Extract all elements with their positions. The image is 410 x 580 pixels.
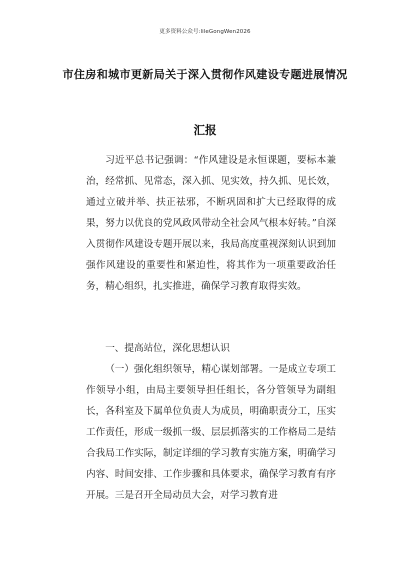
section-heading-block — [86, 338, 336, 359]
section-paragraph-block — [86, 359, 336, 506]
intro-paragraph: 习近平总书记强调：“作风建设是永恒课题，要标本兼治，经常抓、见常态，深入抓、见实效，持久抓、见长效，通过立破并举、扶正祛邪，不断巩固和扩大已经取得的成果，努力以优良的党风政风带动全社会风气根本好转。”自深入贯彻作风建设专题开展以来，我局高度重视深刻认识到加强作风建设的重要性和紧迫性，将其作为一项重要政治任务，精心组织，扎实推进，确保学习教育取得实效。 — [86, 155, 336, 292]
intro-paragraph-block — [86, 150, 336, 297]
section-heading: 一、提高站位，深化思想认识 — [105, 343, 230, 354]
document-title: 市住房和城市更新局关于深入贯彻作风建设专题进展情况 — [62, 68, 348, 81]
header-watermark: 更多资料公众号:lileGongWen2026 — [159, 29, 251, 35]
document-title-continued: 汇报 — [193, 123, 217, 137]
section-paragraph: （一）强化组织领导，精心谋划部署。一是成立专项工作领导小组，由局主要领导担任组长，各分管领导为副组长，各科室及下属单位负责人为成员，明确职责分工，压实工作责任，形成一级抓一级、层层抓落实的工作格局二是结合我局工作实际，制定详细的学习教育实施方案，明确学习内容、时间安排、工作步骤和具体要求，确保学习教育有序开展。三是召开全局动员大会，对学习教育进 — [86, 364, 336, 501]
